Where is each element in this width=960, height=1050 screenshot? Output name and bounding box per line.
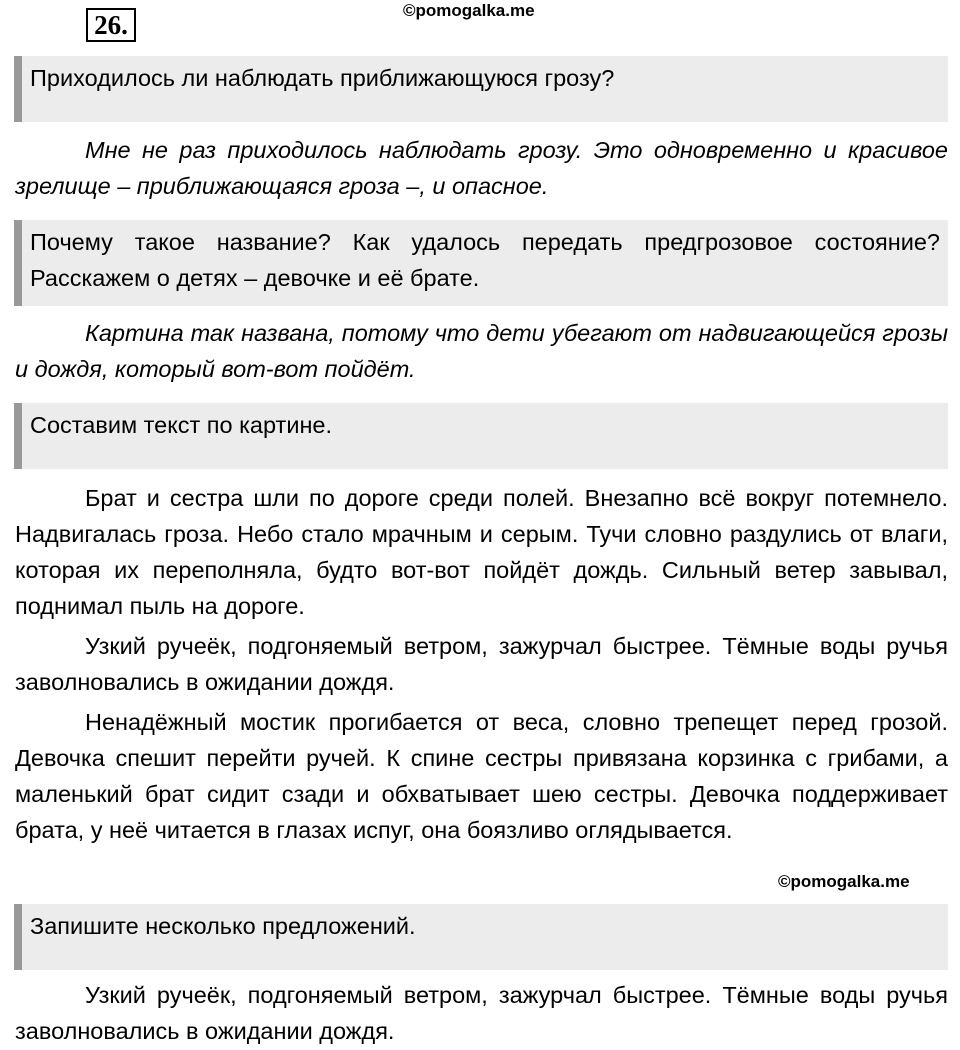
story-paragraph-1: Брат и сестра шли по дороге среди полей. Внезапно всё вокруг потемнело. Надвигалась гроза. Небо стало мрачным и серым. Тучи словно раздулись от влаги, которая их переполняла, будто вот-вот пойдёт дождь. Сильный ветер завывал, поднимал пыль на дороге. xyxy=(15,485,948,619)
task-number: 26. xyxy=(86,8,136,42)
story-paragraph-3: Ненадёжный мостик прогибается от веса, словно трепещет перед грозой. Девочка спешит перейти ручей. К спине сестры привязана корзинка с грибами, а маленький брат сидит сзади и обхватывает шею сестры. Девочка поддерживает брата, у неё читается в глазах испуг, она боязливо оглядывается. xyxy=(15,709,948,843)
watermark-bottom: ©pomogalka.me xyxy=(778,872,910,891)
question-1: Приходилось ли наблюдать приближающуюся грозу? xyxy=(14,56,948,122)
question-3: Составим текст по картине. xyxy=(14,403,948,469)
story-paragraph-2: Узкий ручеёк, подгоняемый ветром, зажурчал быстрее. Тёмные воды ручья заволновались в ожидании дождя. xyxy=(15,633,948,695)
question-2: Почему такое название? Как удалось передать предгрозовое состояние? Расскажем о детях – девочке и её брате. xyxy=(14,220,948,306)
watermark-top: ©pomogalka.me xyxy=(403,1,535,20)
answer-2: Картина так названа, потому что дети убегают от надвигающейся грозы и дождя, который вот-вот пойдёт. xyxy=(15,320,948,382)
answer-4: Узкий ручеёк, подгоняемый ветром, зажурчал быстрее. Тёмные воды ручья заволновались в ожидании дождя. xyxy=(15,982,948,1044)
answer-1: Мне не раз приходилось наблюдать грозу. Это одновременно и красивое зрелище – приближающаяся гроза –, и опасное. xyxy=(15,137,948,199)
question-4: Запишите несколько предложений. xyxy=(14,904,948,970)
